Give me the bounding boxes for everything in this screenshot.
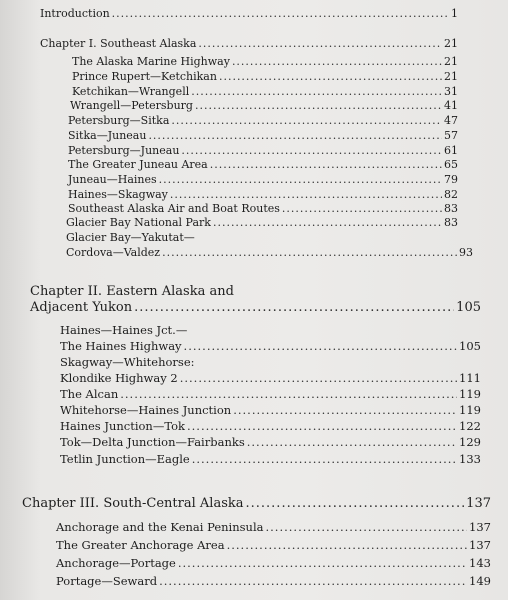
toc-entry-title: Sitka—Juneau [68, 129, 147, 142]
toc-entry [72, 85, 458, 98]
leader-dots [246, 496, 465, 511]
toc-entry-page: 1 [451, 7, 458, 20]
toc-entry [68, 114, 458, 127]
toc-entry-introduction [40, 7, 458, 20]
toc-entry [60, 371, 481, 385]
chapter-page: 21 [444, 37, 458, 50]
toc-entry [68, 173, 458, 186]
leader-dots [191, 85, 442, 98]
leader-dots [195, 99, 442, 112]
leader-dots [178, 556, 467, 570]
toc-entry [60, 339, 481, 353]
toc-entry-page: 133 [459, 452, 481, 466]
toc-entry-page: 137 [469, 520, 491, 534]
leader-dots [170, 188, 442, 201]
toc-entry [56, 556, 491, 570]
toc-entry-page: 119 [459, 403, 481, 417]
toc-entry-page: 83 [444, 216, 458, 229]
toc-entry-title: Cordova—Valdez [66, 246, 161, 259]
leader-dots [162, 246, 457, 259]
leader-dots [282, 202, 442, 215]
toc-entry-title: Southeast Alaska Air and Boat Routes [68, 202, 280, 215]
leader-dots [232, 55, 442, 68]
leader-dots [112, 7, 449, 20]
toc-entry [68, 188, 458, 201]
chapter-title-line1: Chapter II. Eastern Alaska and [30, 284, 234, 299]
leader-dots [187, 419, 457, 433]
toc-entry-title: Portage—Seward [56, 574, 158, 588]
toc-entry-title: Introduction [40, 7, 110, 20]
toc-entry-page: 21 [444, 70, 458, 83]
toc-entry-title: Petersburg—Sitka [68, 114, 170, 127]
toc-entry [60, 403, 481, 417]
toc-entry-title: The Alcan [60, 387, 119, 401]
toc-entry-title: The Alaska Marine Highway [72, 55, 230, 68]
toc-entry-page: 41 [444, 99, 458, 112]
toc-entry [72, 55, 458, 68]
toc-chapter-3 [22, 496, 491, 511]
toc-entry-title: Glacier Bay National Park [66, 216, 211, 229]
leader-dots [213, 216, 442, 229]
leader-dots [159, 173, 442, 186]
toc-entry [68, 158, 458, 171]
toc-entry [70, 99, 458, 112]
toc-chapter-1 [40, 37, 458, 50]
leader-dots [219, 70, 442, 83]
toc-entry [60, 419, 481, 433]
toc-entry-title: The Greater Juneau Area [68, 158, 208, 171]
chapter-title: Chapter III. South-Central Alaska [22, 496, 244, 511]
toc-entry-page: 111 [459, 371, 481, 385]
toc-entry-page: 105 [459, 339, 481, 353]
toc-entry-title: Haines Junction—Tok [60, 419, 185, 433]
leader-dots [265, 520, 467, 534]
toc-entry [68, 144, 458, 157]
toc-entry [66, 246, 473, 259]
toc-entry [72, 70, 458, 83]
leader-dots [148, 129, 442, 142]
leader-dots [247, 435, 457, 449]
toc-entry-title: Klondike Highway 2 [60, 371, 178, 385]
toc-entry-title: Anchorage and the Kenai Peninsula [56, 520, 264, 534]
leader-dots [210, 158, 442, 171]
leader-dots [181, 144, 442, 157]
leader-dots [120, 387, 457, 401]
toc-entry-page: 82 [444, 188, 458, 201]
toc-entry [68, 202, 458, 215]
leader-dots [227, 538, 467, 552]
toc-entry-line1: Glacier Bay—Yakutat— [66, 231, 195, 244]
toc-entry-line1: Skagway—Whitehorse: [60, 355, 195, 369]
chapter-page: 137 [466, 496, 491, 511]
toc-entry-page: 149 [469, 574, 491, 588]
toc-entry-page: 119 [459, 387, 481, 401]
leader-dots [184, 339, 458, 353]
toc-entry [56, 520, 491, 534]
toc-entry-title: The Greater Anchorage Area [56, 538, 225, 552]
toc-entry-page: 143 [469, 556, 491, 570]
toc-entry-title: Anchorage—Portage [56, 556, 176, 570]
toc-entry [60, 435, 481, 449]
toc-entry-line1: Haines—Haines Jct.— [60, 323, 188, 337]
toc-entry-page: 137 [469, 538, 491, 552]
toc-entry-title: Juneau—Haines [68, 173, 157, 186]
toc-entry-page: 21 [444, 55, 458, 68]
toc-entry-title: The Haines Highway [60, 339, 182, 353]
toc-chapter-2 [30, 300, 481, 315]
toc-entry [68, 129, 458, 142]
toc-entry-page: 57 [444, 129, 458, 142]
chapter-title: Adjacent Yukon [30, 300, 133, 315]
toc-entry-title: Wrangell—Petersburg [70, 99, 193, 112]
toc-entry-page: 122 [459, 419, 481, 433]
leader-dots [198, 37, 442, 50]
toc-entry [66, 216, 458, 229]
chapter-page: 105 [456, 300, 481, 315]
toc-entry-page: 129 [459, 435, 481, 449]
leader-dots [192, 452, 457, 466]
toc-entry-title: Petersburg—Juneau [68, 144, 180, 157]
leader-dots [134, 300, 454, 315]
toc-entry-page: 65 [444, 158, 458, 171]
toc-entry [60, 387, 481, 401]
toc-entry-page: 79 [444, 173, 458, 186]
toc-entry-page: 31 [444, 85, 458, 98]
leader-dots [233, 403, 457, 417]
toc-entry [60, 452, 481, 466]
toc-entry [56, 574, 491, 588]
toc-entry-page: 61 [444, 144, 458, 157]
leader-dots [180, 371, 457, 385]
toc-entry-title: Prince Rupert—Ketchikan [72, 70, 217, 83]
toc-entry-title: Tok—Delta Junction—Fairbanks [60, 435, 245, 449]
toc-entry-title: Haines—Skagway [68, 188, 168, 201]
toc-entry-title: Tetlin Junction—Eagle [60, 452, 190, 466]
toc-entry-page: 83 [444, 202, 458, 215]
leader-dots [171, 114, 442, 127]
chapter-title: Chapter I. Southeast Alaska [40, 37, 197, 50]
leader-dots [159, 574, 467, 588]
toc-entry-title: Ketchikan—Wrangell [72, 85, 190, 98]
toc-entry-title: Whitehorse—Haines Junction [60, 403, 232, 417]
toc-entry-page: 47 [444, 114, 458, 127]
toc-entry-page: 93 [459, 246, 473, 259]
toc-entry [56, 538, 491, 552]
